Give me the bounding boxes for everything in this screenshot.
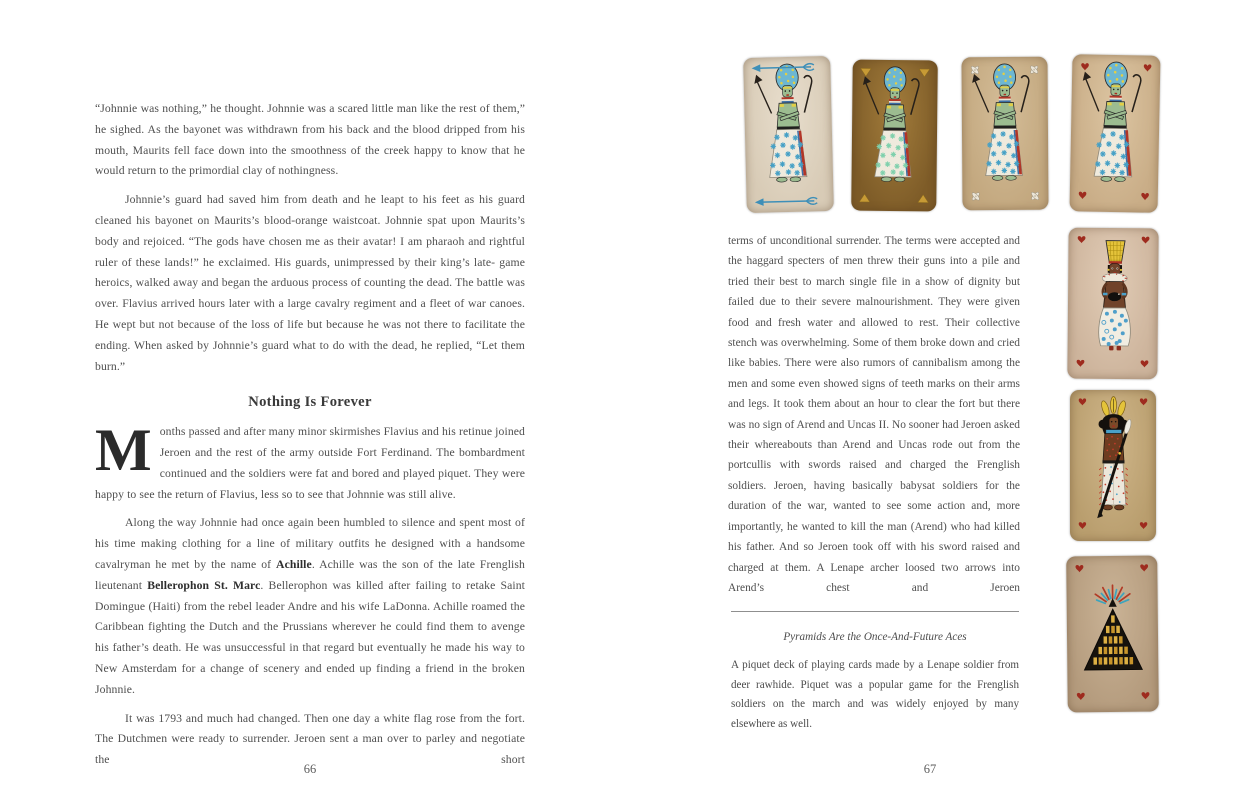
card-pharaoh-flowers [961,57,1048,211]
bold-name-achille: Achille [276,557,312,571]
page-number-right: 67 [923,762,937,776]
dropcap-paragraph [95,417,525,505]
drop-cap: M [95,417,152,484]
section-heading: Nothing Is Forever [248,394,372,411]
right-page-text [728,231,1020,598]
card-pharaoh-triangles [851,60,938,212]
paragraph-4 [95,513,525,700]
caption-divider [731,611,1019,612]
paragraph-4-text-a: Along the way Johnnie had once again been humbled to silence and spent most of his time making clothing for a line of military outfits he designed with a handsome cavalryman he met by the name of [95,516,525,571]
caption-title: Pyramids Are the Once-And-Future Aces [783,631,967,643]
paragraph-5: It was 1793 and much had changed. Then one day a white flag rose from the fort. The Dutchmen were ready to surrender. Jeroen sent a man over to parley and negotiate the short [95,711,525,767]
card-queen-hearts [1067,228,1158,380]
card-pharaoh-arrows [743,56,834,213]
card-pharaoh-hearts [1070,54,1161,213]
left-page-text [95,99,525,779]
card-rifleman-hearts [1070,390,1156,541]
paragraph-1: “Johnnie was nothing,” he thought. Johnnie was a scared little man like the rest of them,” he sighed. As the bayonet was withdrawn from his back and the blood dripped from his mouth, Maurits fell face down into the smoothness of the creek happy to know that he would return to the primordial clay of nothingness. [95,102,525,178]
paragraph-2: Johnnie’s guard had saved him from death and he leapt to his feet as his guard cleaned his bayonet on Maurits’s blood-orange waistcoat. Johnnie spat upon Maurits’s body and rejoiced. “The gods have chosen me as their avatar! I am pharaoh and rightful ruler of these lands!” he exclaimed. His guards, unimpressed by their king’s late- game heroics, walked away and began the arduous process of counting the dead. The battle was over. Flavius arrived hours later with a large cavalry regiment and a fleet of war canoes. He wept but not because of the loss of life but because he was not there to facilitate the ending. When asked by Johnnie’s guard what to do with the dead, he replied, “Let them burn.” [95,193,525,373]
bold-name-bellerophon-st-marc: Bellerophon St. Marc [147,578,261,592]
card-pyramid-hearts [1066,556,1159,713]
caption-body: A piquet deck of playing cards made by a Lenape soldier from deer rawhide. Piquet was a popular game for the Frenglish soldiers on the march and was widely enjoyed by many elsewhere as well. [731,659,1019,730]
paragraph-4-text-c: . Achille was the son of the late Frenglish lieutenant [95,557,525,592]
paragraph-continued: terms of unconditional surrender. The terms were accepted and the haggard specters of men threw their guns into a pile and tried their best to march single file in a show of dignity but failed due to their severe malnourishment. They were given food and fresh water and allowed to rest. Their collective stench was overwhelming. Some of them broke down and cried like babies. There were also rumors of cannibalism among the men and some even showed signs of teeth marks on their arms and legs. It took them about an hour to clear the fort but there was no sign of Arend and Uncas II. No sooner had Jeroen asked their whereabouts than Arend and Uncas rode out from the portcullis with swords raised and charged the Frenglish soldiers. Jeroen, having basically babysat soldiers for the duration of the war, wanted to see some action and, more importantly, he wanted to kill the man (Arend) who had killed his father. And so Jeroen took off with his sword raised and charged at them. A Lenape archer loosed two arrows into Arend’s chest and Jeroen [728,235,1020,594]
figure-caption [731,611,1019,734]
paragraph-3-text: onths passed and after many minor skirmishes Flavius and his retinue joined Jeroen and the rest of the army outside Fort Ferdinand. The bombardment continued and the soldiers were fat and bored and played piquet. They were happy to see the return of Flavius, less so to see that Johnnie was still alive. [95,425,525,501]
paragraph-4-text-e: . Bellerophon was killed after failing to retake Saint Domingue (Haiti) from the rebel leader Andre and his wife LaDonna. Achille roamed the Caribbean fighting the Dutch and the Prussians wherever he could find them to avenge his father’s death. He was unsuccessful in that regard but eventually he made his way to New Amsterdam for a change of scenery and ended up finding a friend in the broken Johnnie. [95,578,526,696]
page-number-left: 66 [303,762,317,776]
